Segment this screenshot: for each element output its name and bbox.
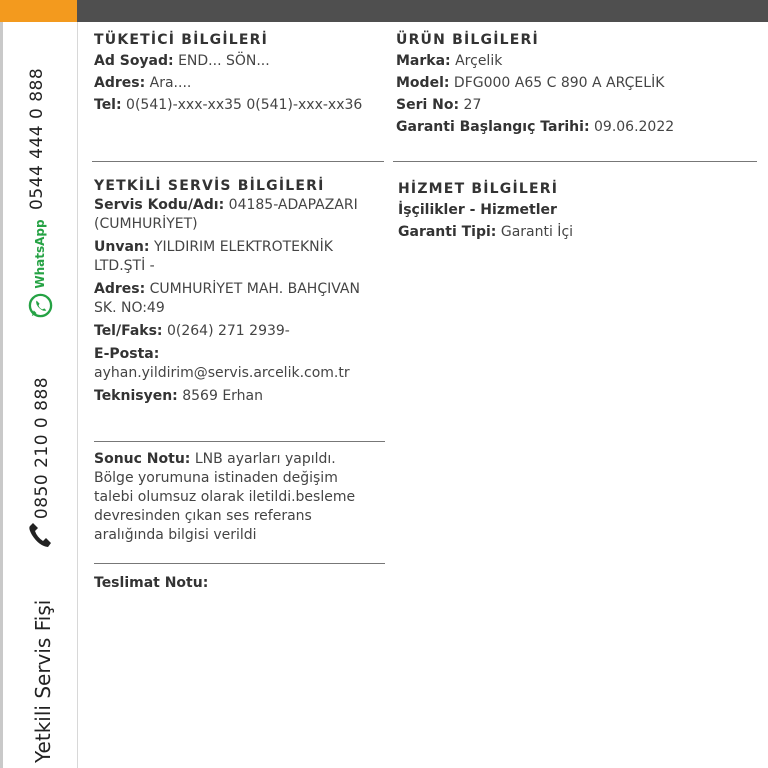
sidebar-phone-primary: 0544 444 0 888 bbox=[27, 67, 47, 210]
divider bbox=[94, 563, 385, 564]
sidebar-phone-secondary: 0850 210 0 888 bbox=[32, 376, 52, 520]
consumer-address-label: Adres: bbox=[94, 75, 146, 91]
brand-value: Arçelik bbox=[455, 53, 503, 69]
service-code-value: 04185-ADAPAZARI bbox=[228, 197, 358, 213]
model-value: DFG000 A65 C 890 A ARÇELİK bbox=[453, 75, 665, 91]
email-value[interactable]: ayhan.yildirim@servis.arcelik.com.tr bbox=[94, 365, 350, 381]
document-title: Yetkili Servis Fişi bbox=[31, 599, 55, 763]
result-note-line-2: Bölge yorumuna istinaden değişim bbox=[94, 470, 338, 486]
service-heading: YETKİLİ SERVİS BİLGİLERİ bbox=[94, 178, 325, 194]
product-heading: ÜRÜN BİLGİLERİ bbox=[396, 32, 539, 48]
product-section bbox=[396, 32, 756, 138]
service-address-value-cont: SK. NO:49 bbox=[94, 300, 165, 316]
result-note-line-1: LNB ayarları yapıldı. bbox=[194, 451, 336, 467]
technician-label: Teknisyen: bbox=[94, 388, 178, 404]
name-value: END... SÖN... bbox=[178, 53, 270, 69]
technician-value: 8569 Erhan bbox=[182, 388, 263, 404]
service-title-value: YILDIRIM ELEKTROTEKNİK bbox=[153, 239, 333, 255]
header-accent-bar bbox=[0, 0, 77, 22]
divider bbox=[94, 441, 385, 442]
warranty-type-label: Garanti Tipi: bbox=[398, 224, 497, 240]
email-label: E-Posta: bbox=[94, 346, 160, 362]
service-slip bbox=[77, 22, 768, 768]
warranty-start-value: 09.06.2022 bbox=[594, 119, 675, 135]
labor-label: İşçilikler - Hizmetler bbox=[398, 202, 557, 218]
result-note-label: Sonuc Notu: bbox=[94, 451, 191, 467]
service-title-value-cont: LTD.ŞTİ - bbox=[94, 258, 155, 274]
header-bar bbox=[77, 0, 768, 22]
delivery-note-section bbox=[94, 572, 389, 594]
consumer-phone-value: 0(541)-xxx-xx35 0(541)-xxx-xx36 bbox=[126, 97, 363, 113]
consumer-phone-label: Tel: bbox=[94, 97, 122, 113]
telfax-value: 0(264) 271 2939- bbox=[166, 323, 290, 339]
sidebar-rail bbox=[0, 22, 3, 768]
service-title-label: Unvan: bbox=[94, 239, 150, 255]
result-note-section bbox=[94, 450, 389, 545]
hizmet-section bbox=[398, 181, 758, 243]
result-note-line-4: devresinden çıkan ses referans bbox=[94, 508, 312, 524]
consumer-heading: TÜKETİCİ BİLGİLERİ bbox=[94, 32, 269, 48]
service-address-value: CUMHURİYET MAH. BAHÇIVAN bbox=[149, 281, 360, 297]
service-code-value-cont: (CUMHURİYET) bbox=[94, 216, 198, 232]
service-code-label: Servis Kodu/Adı: bbox=[94, 197, 225, 213]
delivery-note-label: Teslimat Notu: bbox=[94, 575, 209, 591]
divider bbox=[393, 161, 757, 162]
telfax-label: Tel/Faks: bbox=[94, 323, 163, 339]
warranty-start-label: Garanti Başlangıç Tarihi: bbox=[396, 119, 590, 135]
whatsapp-label: WhatsApp bbox=[33, 219, 47, 289]
divider bbox=[92, 161, 384, 162]
model-label: Model: bbox=[396, 75, 450, 91]
serial-label: Seri No: bbox=[396, 97, 460, 113]
result-note-line-5: aralığında bilgisi verildi bbox=[94, 527, 257, 543]
consumer-address-value: Ara.... bbox=[149, 75, 192, 91]
service-section bbox=[94, 178, 389, 406]
service-address-label: Adres: bbox=[94, 281, 146, 297]
name-label: Ad Soyad: bbox=[94, 53, 174, 69]
brand-label: Marka: bbox=[396, 53, 451, 69]
hizmet-heading: HİZMET BİLGİLERİ bbox=[398, 181, 559, 197]
warranty-type-value: Garanti İçi bbox=[500, 224, 574, 240]
phone-icon bbox=[27, 520, 57, 550]
serial-value: 27 bbox=[463, 97, 482, 113]
whatsapp-icon bbox=[27, 292, 54, 319]
consumer-section bbox=[94, 32, 384, 116]
result-note-line-3: talebi olumsuz olarak iletildi.besleme bbox=[94, 489, 356, 505]
